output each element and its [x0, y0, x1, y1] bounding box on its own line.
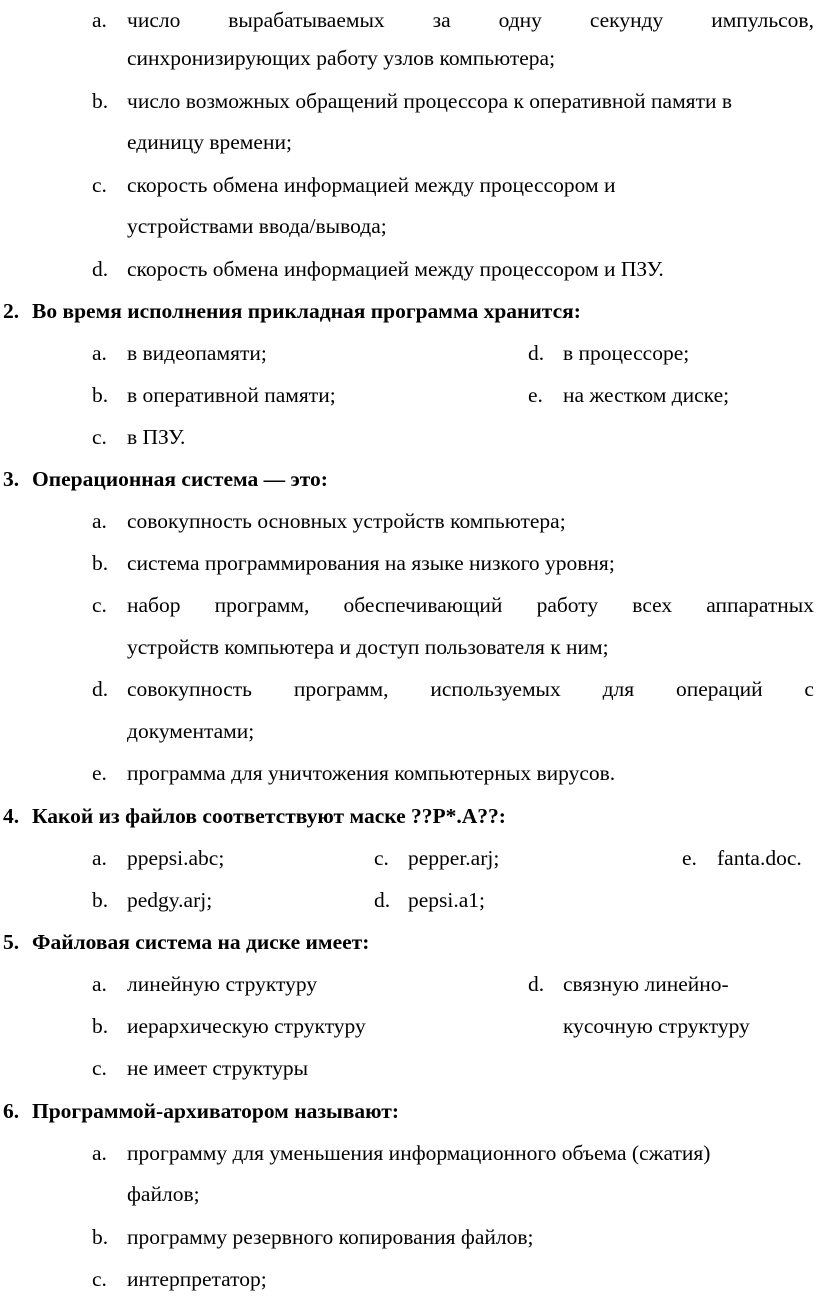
word: аппаратных [706, 593, 814, 617]
option-text: ppepsi.abc; [127, 846, 225, 870]
option-text: pedgy.arj; [127, 888, 213, 912]
option-text: fanta.doc. [717, 846, 802, 870]
option-text-line: совокупность основных устройств компьютера; [127, 509, 566, 533]
word: программ, [293, 677, 389, 701]
option-text: pepper.arj; [408, 846, 500, 870]
option-marker: c. [92, 593, 107, 617]
word: с [804, 677, 814, 701]
option-marker: c. [92, 1267, 107, 1291]
word: используемых [430, 677, 561, 701]
word: импульсов, [711, 8, 814, 32]
option-marker: e. [92, 761, 107, 785]
option-marker: a. [92, 846, 107, 870]
word: вырабатываемых [228, 8, 385, 32]
option-marker: c. [92, 425, 107, 449]
option-text-line: система программирования на языке низкого уровня; [127, 551, 615, 575]
option-text-line: устройствами ввода/вывода; [127, 214, 387, 238]
word: число [127, 8, 181, 32]
word: обеспечивающий [343, 593, 503, 617]
option-text-line: программу для уменьшения информационного объема (сжатия) [127, 1141, 711, 1165]
option-marker: b. [92, 1014, 109, 1038]
option-marker: b. [92, 89, 109, 113]
word: для [602, 677, 635, 701]
question-text: Программой-архиватором называют: [32, 1099, 399, 1123]
word: за [432, 8, 451, 32]
option-text-line [127, 5, 814, 35]
option-text: на жестком диске; [563, 383, 730, 407]
word: набор [127, 593, 181, 617]
option-text-line: файлов; [127, 1182, 200, 1206]
option-marker: a. [92, 1141, 107, 1165]
option-marker: a. [92, 341, 107, 365]
question-text: Операционная система — это: [32, 467, 328, 491]
word: всех [632, 593, 673, 617]
option-text-line: интерпретатор; [127, 1267, 267, 1291]
option-marker: c. [92, 173, 107, 197]
option-marker: d. [92, 677, 109, 701]
option-text-line: кусочную структуру [563, 1014, 750, 1038]
option-text-line: единицу времени; [127, 130, 292, 154]
option-marker: d. [528, 972, 545, 996]
option-marker: b. [92, 551, 109, 575]
option-text-line: скорость обмена информацией между процессором и ПЗУ. [127, 257, 664, 281]
word: операций [675, 677, 763, 701]
option-marker: a. [92, 972, 107, 996]
option-text: линейную структуру [127, 972, 318, 996]
option-marker: e. [528, 383, 543, 407]
option-marker: c. [374, 846, 389, 870]
option-text: pepsi.a1; [408, 888, 486, 912]
option-text-line: устройств компьютера и доступ пользователя к ним; [127, 635, 609, 659]
question-number: 5. [3, 930, 20, 954]
option-text-line: программу резервного копирования файлов; [127, 1225, 534, 1249]
option-marker: b. [92, 383, 109, 407]
option-marker: a. [92, 509, 107, 533]
question-text: Во время исполнения прикладная программа хранится: [32, 299, 581, 323]
word: работу [536, 593, 599, 617]
question-number: 6. [3, 1099, 20, 1123]
option-text-line: документами; [127, 719, 255, 743]
question-number: 4. [3, 804, 20, 828]
question-number: 2. [3, 299, 20, 323]
word: секунду [589, 8, 664, 32]
word: программ, [214, 593, 310, 617]
option-marker: b. [92, 1225, 109, 1249]
option-text-line: число возможных обращений процессора к оперативной памяти в [127, 89, 732, 113]
option-text-line: синхронизирующих работу узлов компьютера; [127, 46, 556, 70]
option-marker: e. [682, 846, 697, 870]
word: одну [498, 8, 542, 32]
option-text-line: программа для уничтожения компьютерных вирусов. [127, 761, 616, 785]
option-text: иерархическую структуру [127, 1014, 366, 1038]
option-text: в оперативной памяти; [127, 383, 336, 407]
question-number: 3. [3, 467, 20, 491]
option-marker: a. [92, 8, 107, 32]
option-text-line [127, 674, 814, 704]
option-text: в видеопамяти; [127, 341, 267, 365]
word: совокупность [127, 677, 252, 701]
option-marker: b. [92, 888, 109, 912]
question-text: Файловая система на диске имеет: [32, 930, 370, 954]
option-marker: d. [374, 888, 391, 912]
option-text: не имеет структуры [127, 1056, 309, 1080]
option-marker: d. [528, 341, 545, 365]
option-text-line: связную линейно- [563, 972, 729, 996]
option-text: в процессоре; [563, 341, 690, 365]
option-text-line: скорость обмена информацией между процессором и [127, 173, 616, 197]
option-marker: d. [92, 257, 109, 281]
option-text-line [127, 590, 814, 620]
option-text: в ПЗУ. [127, 425, 186, 449]
option-marker: c. [92, 1056, 107, 1080]
question-text: Какой из файлов соответствуют маске ??P*.A??: [32, 804, 506, 828]
